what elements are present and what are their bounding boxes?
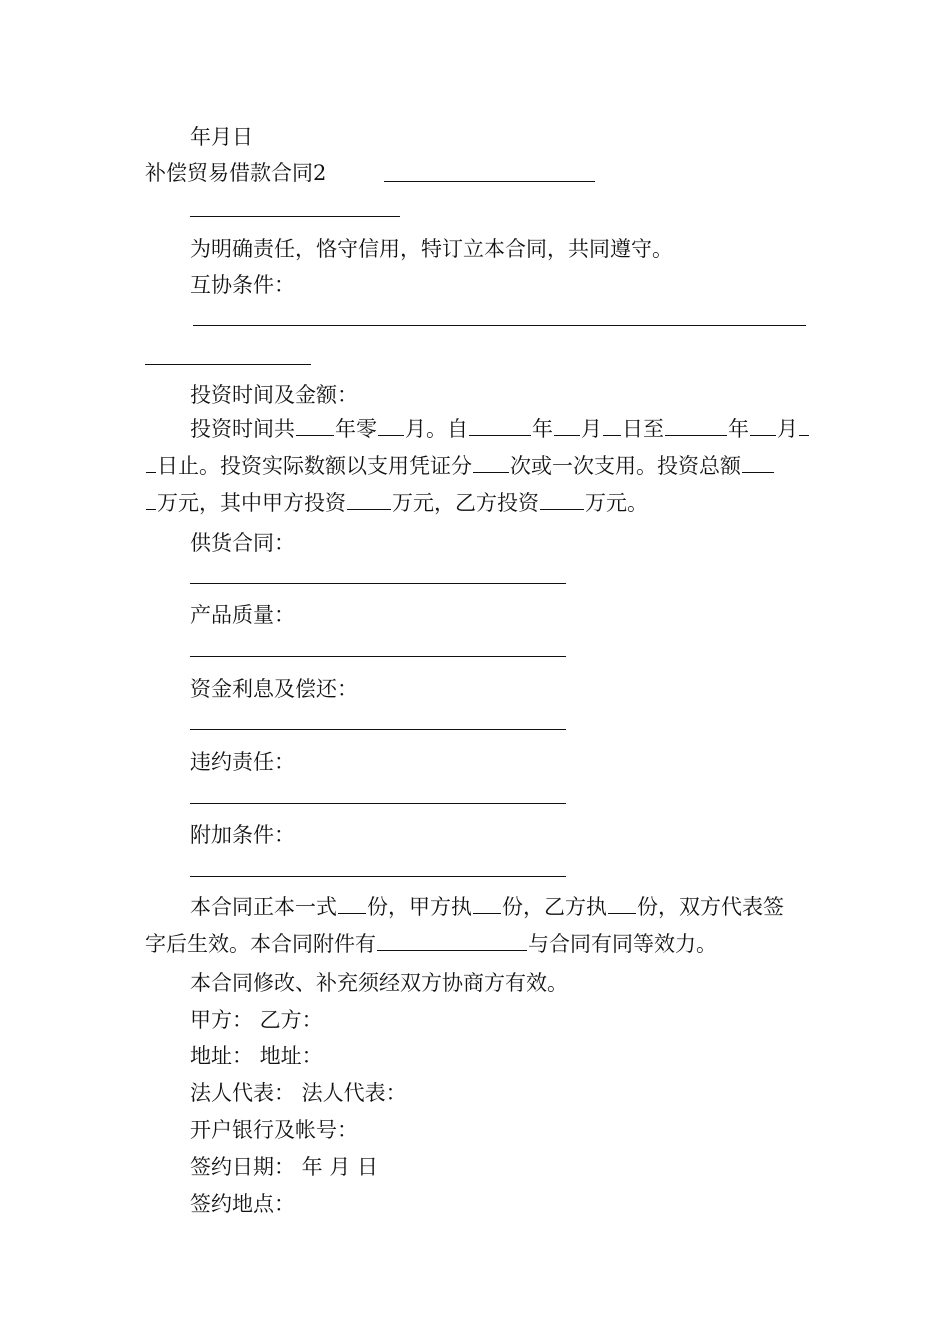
sign-place-line: 签约地点： <box>190 1192 295 1216</box>
contract-title: 补偿贸易借款合同2 <box>145 161 327 185</box>
bank-line: 开户银行及帐号： <box>190 1118 358 1142</box>
intro-paragraph: 为明确责任，恪守信用，特订立本合同，共同遵守。 <box>190 237 673 261</box>
additional-heading: 附加条件： <box>190 823 295 847</box>
header-date: 年月日 <box>190 125 253 149</box>
title-blank-line-2 <box>190 216 400 217</box>
blank <box>146 454 156 473</box>
quality-blank-line <box>190 656 566 657</box>
investment-line-1 <box>190 416 810 442</box>
blank <box>603 417 621 436</box>
quality-heading: 产品质量： <box>190 603 295 627</box>
blank <box>742 454 774 473</box>
investment-heading: 投资时间及金额： <box>190 383 358 407</box>
text: 日至 <box>622 417 664 441</box>
cooperation-blank-line <box>193 325 806 326</box>
cooperation-blank-line-2 <box>145 364 311 365</box>
blank <box>296 417 334 436</box>
address-line: 地址： 地址： <box>190 1044 323 1068</box>
text: 年 <box>728 417 749 441</box>
text: 本合同正本一式 <box>190 895 337 919</box>
text: 份，甲方执 <box>367 895 472 919</box>
blank <box>146 491 156 510</box>
investment-line-3 <box>145 490 648 516</box>
blank <box>378 417 404 436</box>
blank <box>377 932 527 951</box>
text: 份，乙方执 <box>502 895 607 919</box>
text: 万元，其中甲方投资 <box>157 491 346 515</box>
interest-heading: 资金利息及偿还： <box>190 677 358 701</box>
blank <box>665 417 727 436</box>
interest-blank-line <box>190 729 566 730</box>
text: 份，双方代表签 <box>637 895 784 919</box>
text: 万元，乙方投资 <box>392 491 539 515</box>
blank <box>469 417 531 436</box>
text: 年 <box>532 417 553 441</box>
text: 月 <box>581 417 602 441</box>
cooperation-heading: 互协条件： <box>190 273 295 297</box>
text: 日止。投资实际数额以支用凭证分 <box>157 454 472 478</box>
text: 万元。 <box>585 491 648 515</box>
text: 次或一次支用。投资总额 <box>510 454 741 478</box>
text: 年零 <box>335 417 377 441</box>
text: 月 <box>777 417 798 441</box>
blank <box>799 417 809 436</box>
blank <box>608 895 636 914</box>
blank <box>473 895 501 914</box>
blank <box>750 417 776 436</box>
blank <box>347 491 391 510</box>
blank <box>554 417 580 436</box>
sign-date-line: 签约日期： 年 月 日 <box>190 1155 379 1179</box>
amendment-text: 本合同修改、补充须经双方协商方有效。 <box>190 971 568 995</box>
breach-heading: 违约责任： <box>190 750 295 774</box>
blank <box>540 491 584 510</box>
copies-line-1 <box>190 894 784 920</box>
title-blank-line <box>384 181 595 182</box>
text: 投资时间共 <box>190 417 295 441</box>
additional-blank-line <box>190 876 566 877</box>
breach-blank-line <box>190 803 566 804</box>
supply-heading: 供货合同： <box>190 531 295 555</box>
investment-line-2 <box>145 453 775 479</box>
blank <box>473 454 509 473</box>
blank <box>338 895 366 914</box>
copies-line-2 <box>145 931 717 957</box>
supply-blank-line <box>190 583 566 584</box>
text: 与合同有同等效力。 <box>528 932 717 956</box>
party-line: 甲方： 乙方： <box>190 1008 323 1032</box>
text: 字后生效。本合同附件有 <box>145 932 376 956</box>
text: 月。自 <box>405 417 468 441</box>
legal-rep-line: 法人代表： 法人代表： <box>190 1081 407 1105</box>
